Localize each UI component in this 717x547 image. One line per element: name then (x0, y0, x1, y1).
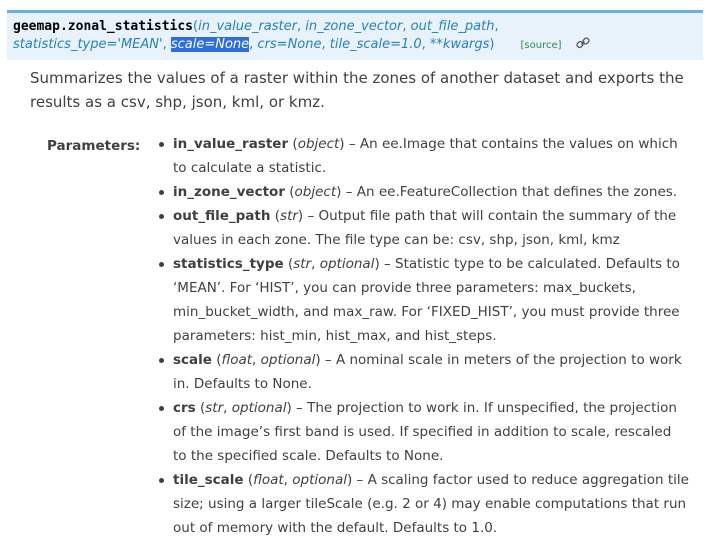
parameter-item: tile_scale (float, optional) – A scaling factor used to reduce aggregation tile size; using a larger tileScale (e.g. 2 or 4) may enable computations that run out of memory with the default. Defaults to 1.0. (173, 468, 689, 540)
parameter-name: scale (173, 352, 212, 368)
function-signature (7, 10, 703, 60)
param-in-value-raster: in_value_raster (198, 19, 297, 34)
parameters-list (173, 132, 689, 540)
parameter-description: Output file path that will contain the summary of the values in each zone. The file type can be: csv, shp, json, kml, kmz (173, 208, 677, 248)
parameter-description: The projection to work in. If unspecified, the projection of the image’s first band is used. If specified in addition to scale, rescaled to the specified scale. Defaults to None. (173, 400, 677, 464)
parameter-type: object (294, 184, 337, 200)
parameter-type: object (297, 136, 340, 152)
parameter-name: in_zone_vector (173, 184, 285, 200)
parameter-name: out_file_path (173, 208, 271, 224)
parameter-item: in_zone_vector (object) – An ee.FeatureCollection that defines the zones. (173, 180, 689, 204)
parameter-description: An ee.Image that contains the values on which to calculate a statistic. (173, 136, 678, 176)
parameter-type: optional (231, 400, 287, 416)
parameter-description: Statistic type to be calculated. Defaults to ‘MEAN’. For ‘HIST’, you can provide three parameters: max_buckets, min_bucket_width, and max_raw. For ‘FIXED_HIST’, you must provide three parameters: hist_min, hist_max, and hist_steps. (173, 256, 680, 344)
parameter-type: optional (292, 472, 347, 488)
parameter-type: optional (260, 352, 316, 368)
parameter-type: float (221, 352, 253, 368)
parameters-label: Parameters: (47, 138, 141, 154)
param-crs: crs=None (257, 37, 322, 52)
permalink-icon[interactable] (576, 37, 590, 49)
parameter-name: statistics_type (173, 256, 284, 272)
parameter-item: scale (float, optional) – A nominal scale in meters of the projection to work in. Defaults to None. (173, 348, 689, 396)
function-summary: Summarizes the values of a raster within the zones of another dataset and exports the results as a csv, shp, json, kml, or kmz. (30, 69, 684, 111)
parameter-item: statistics_type (str, optional) – Statistic type to be calculated. Defaults to ‘MEAN’. For ‘HIST’, you can provide three parameters: max_buckets, min_bucket_width, and max_raw. For ‘FIXED_HIST’, you must provide three parameters: hist_min, hist_max, and hist_steps. (173, 252, 689, 348)
param-kwargs: **kwargs (429, 37, 490, 52)
parameter-type: str (205, 400, 224, 416)
param-in-zone-vector: in_zone_vector (305, 19, 403, 34)
parameter-item: out_file_path (str) – Output file path that will contain the summary of the values in each zone. The file type can be: csv, shp, json, kml, kmz (173, 204, 689, 252)
parameter-item: in_value_raster (object) – An ee.Image that contains the values on which to calculate a statistic. (173, 132, 689, 180)
parameter-description: A nominal scale in meters of the projection to work in. Defaults to None. (173, 352, 682, 392)
source-link[interactable]: [source] (520, 40, 562, 51)
parameter-item: crs (str, optional) – The projection to work in. If unspecified, the projection of the image’s first band is used. If specified in addition to scale, rescaled to the specified scale. Defaults to None. (173, 396, 689, 468)
parameter-name: tile_scale (173, 472, 244, 488)
signature-line-1: geemap.zonal_statistics(in_value_raster, in_zone_vector, out_file_path, (13, 19, 499, 34)
parameter-name: in_value_raster (173, 136, 289, 152)
signature-line-2: statistics_type='MEAN', scale=None, crs=None, tile_scale=1.0, **kwargs) [source] (13, 36, 703, 55)
parameter-description: An ee.FeatureCollection that defines the zones. (356, 184, 678, 200)
parameter-type: float (253, 472, 284, 488)
param-out-file-path: out_file_path (410, 19, 495, 34)
param-scale-highlighted: scale=None (170, 37, 250, 52)
function-name: geemap.zonal_statistics (13, 19, 194, 34)
parameter-type: optional (319, 256, 375, 272)
parameter-description: A scaling factor used to reduce aggregation tile size; using a larger tileScale (e.g. 2 or 4) may enable computations that run out of memory with the default. Defaults to 1.0. (173, 472, 689, 536)
parameter-name: crs (173, 400, 196, 416)
parameter-type: str (293, 256, 312, 272)
param-statistics-type: statistics_type='MEAN' (13, 37, 163, 52)
param-tile-scale: tile_scale=1.0 (329, 37, 422, 52)
parameter-type: str (280, 208, 298, 224)
